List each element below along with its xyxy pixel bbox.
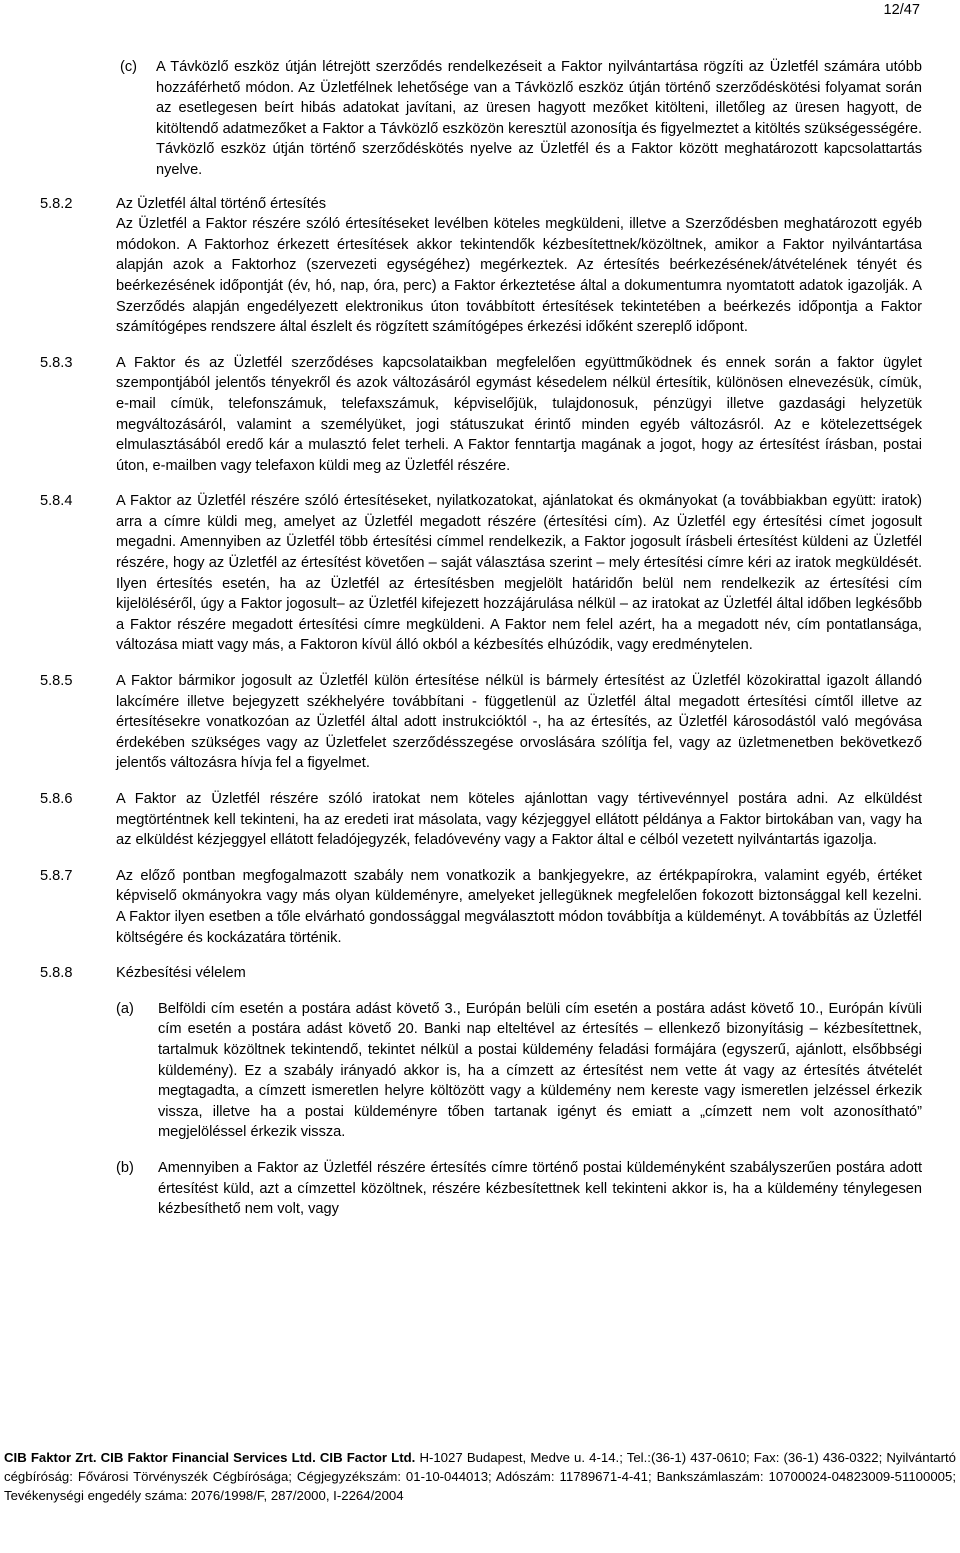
section-number: 5.8.7 (40, 867, 73, 884)
footer-company-short: CIB Factor Ltd. (319, 1450, 416, 1465)
section-5-8-6 (40, 789, 922, 851)
section-number: 5.8.5 (40, 673, 73, 690)
section-5-8-8 (40, 963, 922, 1220)
section-heading: Az Üzletfél által történő értesítés (116, 195, 327, 212)
page-footer (0, 1448, 960, 1505)
section-5-8-4 (40, 491, 922, 656)
list-item-text: Belföldi cím esetén a postára adást követő 3., Európán belüli cím esetén a postára adást követő 10., Európán kívüli cím esetén a postára adást követő 20. Banki nap elteltével az értesítés – ellenkező bizonyításig – kézbesítettnek, tartalmuk közöltnek tekintendő, tekintet nélkül a postai küldemény feladási formájára (egyszerű, ajánlott, elsőbbségi küldemény). Ez a szabály irányadó akkor is, ha a címzett az értesítést nem vette át vagy az értesítés átvételét megtagadta, a címzett ismeretlen helyre költözött vagy a küldemény nem kereste vagy ismeretlen jelzéssel érkezik vissza, illetve ha a postai küldeményre tőben tartanak igényt és emiatt a „címzett nem volt azonosítható” megjelöléssel érkezik vissza. (158, 1000, 922, 1141)
item-c-text: A Távközlő eszköz útján létrejött szerződés rendelkezéseit a Faktor nyilvántartása rögzíti az Üzletfél számára utóbb hozzáférhető módon. Az Üzletfélnek lehetősége van a Távközlő eszköz útján történő szerződéskötési folyamat során az esetlegesen beírt hibás adatokat javítani, az üresen hagyott mezőket kitölteni, illetőleg az üresen hagyott, de kitöltendő adatmezőket a Faktor a Távközlő eszközön keresztül azonosítja és figyelmeztet a kitöltés szükségességére. Távközlő eszköz útján történő szerződéskötés nyelve az Üzletfél és a Faktor között meghatározott kapcsolattartás nyelve. (156, 59, 922, 178)
section-body: A Faktor az Üzletfél részére szóló iratokat nem köteles ajánlottan vagy tértivevénnyel postára adni. Az elküldést megtörténtnek kell tekinteni, ha az eredeti irat másolata, vagy kézjeggyel ellátott példánya a Faktor birtokában van, vagy ha az elküldést kézjeggyel ellátott feladójegyzék, feladóvevény vagy a Faktor által e célból vezetett nyilvántartás igazolja. (116, 791, 922, 849)
section-number: 5.8.4 (40, 493, 73, 510)
section-body: A Faktor az Üzletfél részére szóló értesítéseket, nyilatkozatokat, ajánlatokat és okmányokat (a továbbiakban együtt: iratok) arra a címre küldi meg, amelyet az Üzletfél megadott részére (értesítési cím). Az Üzletfél egy értesítési címet jogosult megadni. Amennyiben az Üzletfél több értesítési címmel rendelkezik, a Faktor jogosult írásbeli értesítést küldeni az Üzletfél részére, hogy az Üzletfél az értesítést követően – saját választása szerint – mely értesítési címre kéri az iratok megküldését. Ilyen értesítés esetén, ha az Üzletfél az értesítésben megjelölt határidőn belül nem rendelkezik az értesítési cím kijelöléséről, úgy a Faktor jogosult– az Üzletfél kifejezett hozzájárulása nélkül – az iratokat az Üzletfél által időben legkésőbb a Faktor részére megadott értesítési címre megküldeni. A Faktor nem felel azért, ha a megadott név, cím pontatlansága, változása miatt vagy más, a Faktoron kívül álló okból a kézbesítés elhúzódik, vagy eredménytelen. (116, 493, 922, 654)
section-number: 5.8.8 (40, 965, 73, 982)
list-item-b (116, 1158, 922, 1220)
section-number: 5.8.2 (40, 195, 73, 212)
section-5-8-7 (40, 866, 922, 948)
section-number: 5.8.3 (40, 354, 73, 371)
item-c (120, 57, 922, 181)
list-item-text: Amennyiben a Faktor az Üzletfél részére értesítés címre történő postai küldeményként szabályszerűen postára adott értesítést küld, azt a címzettel közöltnek, részére kézbesítettnek kell tekinteni akkor is, ha a küldemény ténylegesen kézbesíthető nem volt, vagy (158, 1159, 922, 1218)
section-body: A Faktor és az Üzletfél szerződéses kapcsolataikban megfelelően együttműködnek és ennek során a faktor ügylet szempontjából jelentős tényekről és azok változásáról egymást késedelem nélkül értesítik, különösen elnevezésük, címük, e-mail címük, telefonszámuk, telefaxszámuk, képviselőjük, tulajdonosuk, pénzügyi illetve gazdasági helyzetük megváltozásáról, valamint a személyüket, jogi státuszukat érintő minden egyéb változásról. Az e kötelezettségek elmulasztásából eredő kár a mulasztó felet terheli. A Faktor fenntartja magának a jogot, hogy az értesítést írásban, postai úton, e-mailben vagy telefaxon küldi meg az Üzletfél részére. (116, 354, 922, 474)
section-body: Az Üzletfél a Faktor részére szóló értesítéseket levélben köteles megküldeni, illetve a Szerződésben meghatározott egyéb módokon. A Faktorhoz érkezett értesítések akkor tekintendők kézbesítettnek/közöltnek, amikor a Faktor nyilvántartása alapján azok a Faktorhoz (szervezeti egységéhez) megérkeztek. Az értesítés beérkezésének/átvételének tényét és beérkezésének időpontját (év, hó, nap, óra, perc) a Faktor érkeztetése által a dokumentumra nyomtatott adatok igazolják. A Szerződés alapján engedélyezett elektronikus úton továbbított értesítések tekintetében a beérkezés időpontja a Faktor számítógépes rendszere által észlelt és rögzített számítógépes érkezési időként szereplő időpont. (116, 216, 922, 336)
list-item-label: (a) (116, 1000, 134, 1017)
section-5-8-5 (40, 671, 922, 774)
footer-company-hu: CIB Faktor Zrt. (4, 1450, 97, 1465)
list-item-a (116, 999, 922, 1143)
section-number: 5.8.6 (40, 791, 73, 807)
section-5-8-3 (40, 353, 922, 477)
section-body: A Faktor bármikor jogosult az Üzletfél külön értesítése nélkül is bármely értesítést az Üzletfél közokirattal igazolt állandó lakcímére illetve bejegyzett székhelyére továbbítani - függetlenül az Üzletfél által megadott értesítési címtől illetve az értesítésekre vonatkozóan az Üzletfél által adott instrukcióktól -, ha az értesítés, az Üzletfél károsodástól való megóvása érdekében szükséges vagy az Üzletfelet szerződésszegése orvoslására szólítja fel, vagy az üzletmenetben bekövetkező jelentős változásra hívja fel a figyelmet. (116, 673, 922, 772)
section-body: Az előző pontban megfogalmazott szabály nem vonatkozik a bankjegyekre, az értékpapírokra, valamint egyéb, értéket képviselő okmányokra vagy más olyan küldeményre, amelyeket jellegüknek megfelelően fokozott biztonsággal kell kezelni. A Faktor ilyen esetben a tőle elvárható gondossággal megválasztott módon továbbítja a küldeményt. A továbbítás az Üzletfél költségére és kockázatára történik. (116, 867, 922, 946)
footer-details: H-1027 Budapest, Medve u. 4-14.; Tel.:(36-1) 437-0610; Fax: (36-1) 436-0322; Nyilvántartó cégbíróság: Fővárosi Törvényszék Cégbírósága; Cégjegyzékszám: 01-10-044013; Adószám: 11789671-4-41; Bankszámlaszám: 10700024-04823009-51100005; Tevékenységi engedély száma: 2076/1998/F, 287/2000, I-2264/2004 (4, 1450, 956, 1503)
document-body (40, 57, 922, 1220)
item-c-label: (c) (120, 59, 138, 75)
page-number: 12/47 (883, 2, 920, 18)
footer-company-en: CIB Faktor Financial Services Ltd. (100, 1450, 316, 1465)
section-heading: Kézbesítési vélelem (116, 965, 246, 982)
section-5-8-2 (40, 194, 922, 338)
list-item-label: (b) (116, 1159, 134, 1176)
